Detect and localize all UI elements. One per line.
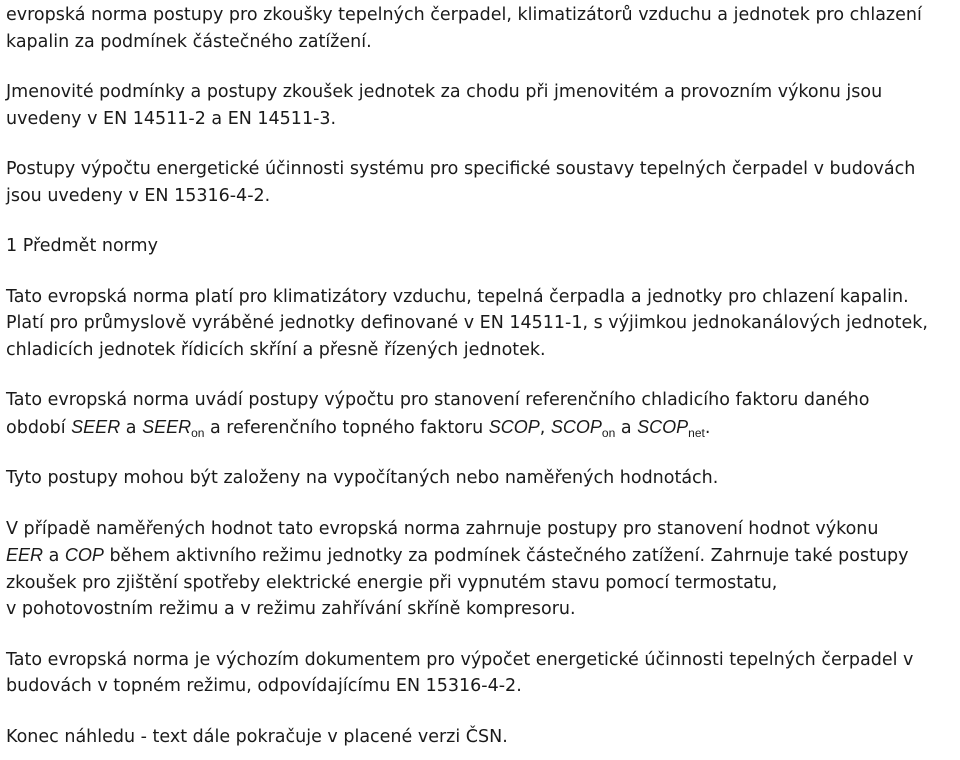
paragraph-measured-values [6,516,952,623]
paragraph-intro-continued: evropská norma postupy pro zkoušky tepelných čerpadel, klimatizátorů vzduchu a jednotek pro chlazení kapalin za podmínek částečného zatížení. [6,5,922,52]
symbol-seer: SEER [71,416,121,437]
symbol-cop: COP [64,545,104,565]
symbol-eer: EER [6,545,44,565]
text-fragment: a [43,546,65,566]
paragraph-nominal-conditions: Jmenovité podmínky a postupy zkoušek jednotek za chodu při jmenovitém a provozním výkonu jsou uvedeny v EN 14511-2 a EN 14511-3. [6,82,883,129]
paragraph-energy-efficiency: Postupy výpočtu energetické účinnosti systému pro specifické soustavy tepelných čerpadel v budovách jsou uvedeny v EN 15316-4-2. [6,159,916,206]
subscript-on: on [601,425,616,440]
text-fragment: období [6,417,72,438]
paragraph-base-document: Tato evropská norma je výchozím dokumentem pro výpočet energetické účinnosti tepelných čerpadel v budovách v topném režimu, odpovídajícímu EN 15316-4-2. [6,649,914,696]
symbol-scop-net: SCOP [637,416,689,437]
text-fragment: během aktivního režimu jednotky za podmínek částečného zatížení. Zahrnuje také postupy [103,546,909,566]
text-fragment: , [539,417,551,438]
paragraph-measured-line4: v pohotovostním režimu a v režimu zahřívání skříně kompresoru. [6,599,576,619]
paragraph-scope: Tato evropská norma platí pro klimatizátory vzduchu, tepelná čerpadla a jednotky pro chlazení kapalin. Platí pro průmyslově vyráběné jednotky definované v EN 14511-1, s výjimkou jednokanálových jednotek, chladicích jednotek řídicích skříní a přesně řízených jednotek. [6,286,928,360]
paragraph-calculation-line1: Tato evropská norma uvádí postupy výpočtu pro stanovení referenčního chladicího faktoru daného [6,390,870,410]
subscript-net: net [688,425,705,440]
paragraph-measured-line3: zkoušek pro zjištění spotřeby elektrické energie při vypnutém stavu pomocí termostatu, [6,572,778,593]
document-page [0,2,960,750]
symbol-seer-on: SEER [142,416,192,437]
paragraph-measured-line1: V případě naměřených hodnot tato evropská norma zahrnuje postupy pro stanovení hodnot výkonu [6,518,879,539]
text-fragment: a [120,417,143,438]
text-fragment: a [615,417,638,438]
symbol-scop-on: SCOP [550,416,602,437]
section-heading: 1 Předmět normy [6,236,158,256]
paragraph-methods: Tyto postupy mohou být založeny na vypočítaných nebo naměřených hodnotách. [6,468,719,488]
text-fragment: . [704,417,711,438]
paragraph-calculation-line2 [6,414,952,442]
paragraph-calculation [6,387,952,441]
symbol-scop: SCOP [488,416,540,437]
text-fragment: a referenčního topného faktoru [204,417,489,438]
paragraph-measured-line2 [6,542,952,570]
subscript-on: on [191,425,205,440]
preview-end-notice: Konec náhledu - text dále pokračuje v placené verzi ČSN. [6,726,508,747]
